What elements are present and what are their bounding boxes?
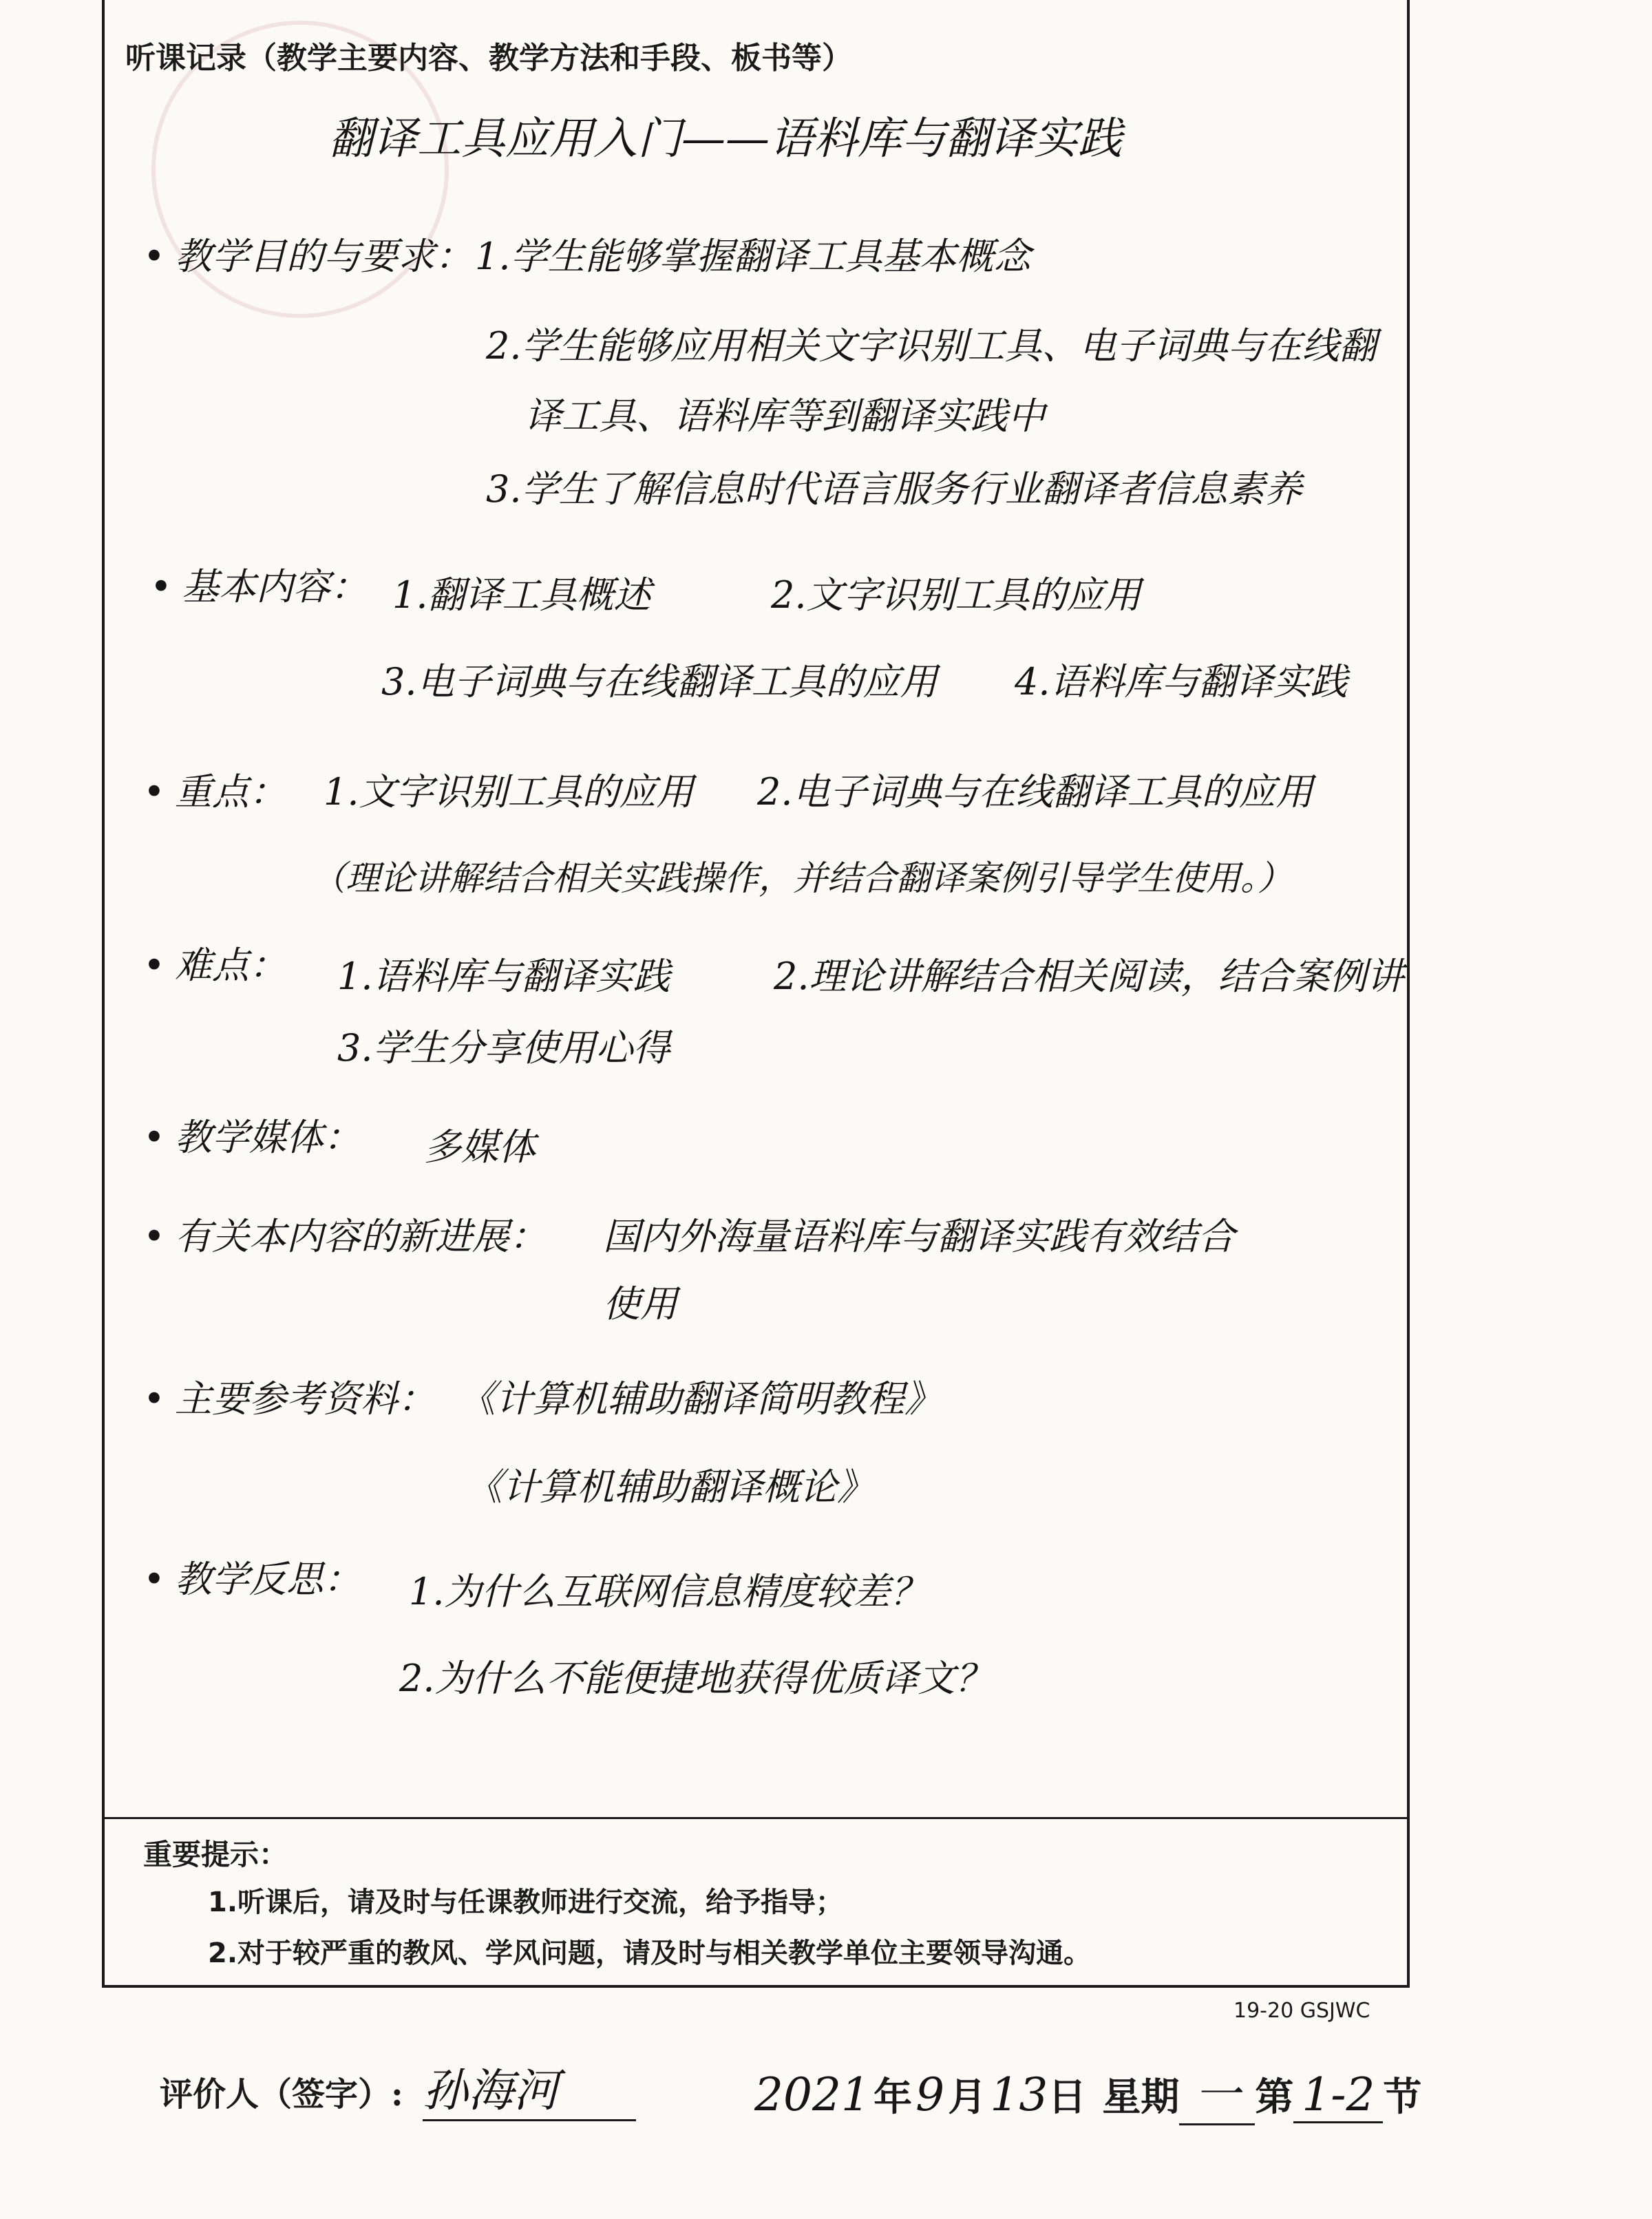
section-progress-label: • 有关本内容的新进展： [143, 1215, 547, 1258]
section-key-points-label: • 重点： [143, 770, 286, 814]
form-header: 听课记录（教学主要内容、教学方法和手段、板书等） [125, 41, 852, 76]
period-prefix: 第 [1255, 2074, 1294, 2120]
section-difficulties-label: • 难点： [143, 944, 286, 987]
reflection-2: 2.为什么不能便捷地获得优质译文？ [399, 1657, 993, 1700]
reflection-1: 1.为什么互联网信息精度较差？ [409, 1570, 928, 1613]
key-point-note: （理论讲解结合相关实践操作，并结合翻译案例引导学生使用。） [311, 858, 1292, 898]
reference-1: 《计算机辅助翻译简明教程》 [458, 1377, 942, 1421]
content-item-3: 3.电子词典与在线翻译工具的应用 [381, 660, 938, 703]
objectives-line-1: 1.学生能够掌握翻译工具基本概念 [475, 235, 1031, 278]
year-label: 年 [873, 2074, 913, 2120]
tips-title: 重要提示： [143, 1838, 288, 1871]
tips-divider [105, 1817, 1407, 1819]
day-label: 日 [1048, 2074, 1087, 2120]
progress-line-1: 国内外海量语料库与翻译实践有效结合 [603, 1215, 1235, 1258]
section-objectives-label: • 教学目的与要求： [143, 235, 472, 278]
section-content-label: • 基本内容： [150, 565, 368, 608]
tip-1: 1.听课后，请及时与任课教师进行交流，给予指导； [208, 1887, 844, 1918]
period-suffix: 节 [1383, 2074, 1422, 2120]
content-item-4: 4.语料库与翻译实践 [1015, 660, 1348, 703]
weekday-label: 星期 [1102, 2074, 1180, 2120]
difficulty-3: 3.学生分享使用心得 [337, 1026, 670, 1070]
key-point-1: 1.文字识别工具的应用 [324, 770, 694, 814]
weekday-value: 一 [1179, 2058, 1255, 2125]
content-item-2: 2.文字识别工具的应用 [771, 573, 1141, 617]
date-day: 13 [990, 2068, 1048, 2121]
section-media-label: • 教学媒体： [143, 1116, 361, 1159]
evaluator-label: 评价人（签字）: [160, 2075, 403, 2114]
objectives-line-3: 译工具、语料库等到翻译实践中 [525, 394, 1045, 438]
form-code: 19-20 GSJWC [1233, 1999, 1370, 2023]
evaluation-date [754, 2058, 1421, 2125]
date-year: 2021 [754, 2068, 870, 2121]
difficulty-2: 2.理论讲解结合相关阅读，结合案例讲 [774, 955, 1404, 998]
content-item-1: 1.翻译工具概述 [392, 573, 651, 617]
evaluator-signature: 孙海河 [423, 2054, 636, 2121]
reference-2: 《计算机辅助翻译概论》 [465, 1465, 874, 1509]
key-point-2: 2.电子词典与在线翻译工具的应用 [757, 770, 1313, 814]
period-value: 1-2 [1293, 2068, 1383, 2123]
month-label: 月 [948, 2074, 987, 2120]
course-title: 翻译工具应用入门——语料库与翻译实践 [329, 114, 1122, 164]
date-month: 9 [915, 2068, 945, 2121]
tip-2: 2.对于较严重的教风、学风问题，请及时与相关教学单位主要领导沟通。 [208, 1937, 1092, 1969]
section-references-label: • 主要参考资料： [143, 1377, 435, 1421]
media-value: 多媒体 [424, 1125, 536, 1169]
section-reflection-label: • 教学反思： [143, 1558, 361, 1601]
objectives-line-4: 3.学生了解信息时代语言服务行业翻译者信息素养 [486, 467, 1302, 511]
difficulty-1: 1.语料库与翻译实践 [337, 955, 670, 998]
objectives-line-2: 2.学生能够应用相关文字识别工具、电子词典与在线翻 [486, 324, 1377, 368]
progress-line-2: 使用 [603, 1282, 677, 1326]
